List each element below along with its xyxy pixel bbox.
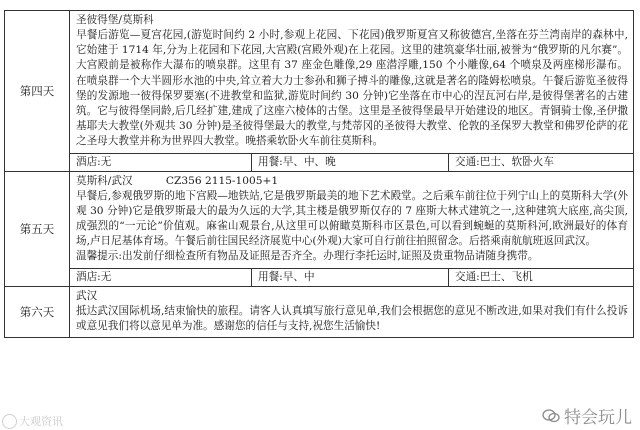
watermark-logo-icon xyxy=(2,414,17,429)
itinerary-row-day5 xyxy=(5,171,634,286)
itinerary-row-day4 xyxy=(5,11,634,172)
transport-info: 交通:巴士、软卧火车 xyxy=(455,155,554,168)
watermark-left xyxy=(2,413,63,429)
transport-info: 交通:巴士、飞机 xyxy=(455,270,533,283)
day-description: 抵达武汉国际机场,结束愉快的旅程。请客人认真填写旅行意见单,我们会根据您的意见不断改进,如果对我们有什么投诉或意见我们将以意见单为准。感谢您的信任与支持,祝您生活愉快! xyxy=(76,304,628,332)
travel-tip: 温馨提示:出发前仔细检查所有物品及证照是否齐全。办理行李托运时,证照及贵重物品请随身携带。 xyxy=(76,250,539,263)
day-title-line xyxy=(76,174,628,189)
day-title: 圣彼得堡/莫斯科 xyxy=(76,14,154,26)
itinerary-row-day6 xyxy=(5,286,634,337)
day-label: 第五天 xyxy=(5,171,70,286)
hotel-info: 酒店:无 xyxy=(70,154,252,171)
hotel-info: 酒店:无 xyxy=(70,269,252,286)
day-label: 第六天 xyxy=(5,286,70,337)
meals-info: 用餐:早、中 xyxy=(252,269,449,286)
watermark-right xyxy=(542,403,632,428)
watermark-left-text: 大观资讯 xyxy=(19,415,63,428)
flight-info: CZ356 2115-1005+1 xyxy=(165,174,279,187)
wechat-icon xyxy=(542,409,560,423)
day-content xyxy=(70,171,634,286)
day-description: 早餐后,参观俄罗斯的地下宫殿—地铁站,它是俄罗斯最美的地下艺术殿堂。之后乘车前往位于列宁山上的莫斯科大学(外观 30 分钟)它是俄罗斯最大的最为久远的大学,其主楼是俄罗斯仅存的 7 座斯大林式建筑之一,这种建筑大底座,高尖顶,成强烈的“一元论”价值观。麻雀山观景台,从这里可以俯瞰莫斯科市区景色,可以看到蜿蜒的莫斯科河,欧洲最好的体育场,卢日尼基体育场。午餐后前往国民经济展览中心(外观)大家可自行前往拍照留念。后搭乘南航航班返回武汉。 xyxy=(76,189,628,248)
day-content xyxy=(70,11,634,172)
itinerary-table xyxy=(4,10,634,338)
day-label: 第四天 xyxy=(5,11,70,172)
watermark-right-text: 特会玩儿 xyxy=(564,408,632,428)
day-meta-row xyxy=(70,268,633,286)
day-title: 莫斯科/武汉 xyxy=(76,174,133,187)
day-meta-row xyxy=(70,153,633,171)
meals-info: 用餐:早、中、晚 xyxy=(252,154,449,171)
itinerary-document xyxy=(4,10,634,338)
day-content xyxy=(70,286,634,337)
day-title: 武汉 xyxy=(76,289,98,302)
day-description: 早餐后游览—夏宫花园,(游览时间约 2 小时,参观上花园、下花园)俄罗斯夏宫又称彼德宫,坐落在芬兰湾南岸的森林中,它始建于 1714 年,分为上花园和下花园,大宫殿(宫殿外观)在上花园。这里的建筑豪华壮丽,被誉为“俄罗斯的凡尔赛”。 大宫殿前是被称作大瀑布的喷泉群。这里有 37 座金色雕像,29 座潜浮雕,150 个小雕像,64 个喷泉及两座梯形瀑布。在喷泉群一个大半圆形水池的中央,耸立着大力士参孙和狮子搏斗的雕像,这就是著名的隆姆松喷泉。午餐后游览圣彼得堡的发源地一彼得保罗要塞(不进教堂和监狱,游览时间约 30 分钟)它坐落在市中心的涅瓦河右岸,是彼得堡著名的古建筑。它与彼得堡同龄,后几经扩建,建成了这座六棱体的古堡。这里是圣彼得堡最早开始建设的地区。青铜骑士像,圣伊撒基耶夫大教堂(外观共 30 分钟)是圣彼得堡最大的教堂,与梵蒂冈的圣彼得大教堂、伦敦的圣保罗大教堂和佛罗伦萨的花之圣母大教堂并称为世界四大教堂。晚搭乘软卧火车前往莫斯科。 xyxy=(76,29,628,148)
